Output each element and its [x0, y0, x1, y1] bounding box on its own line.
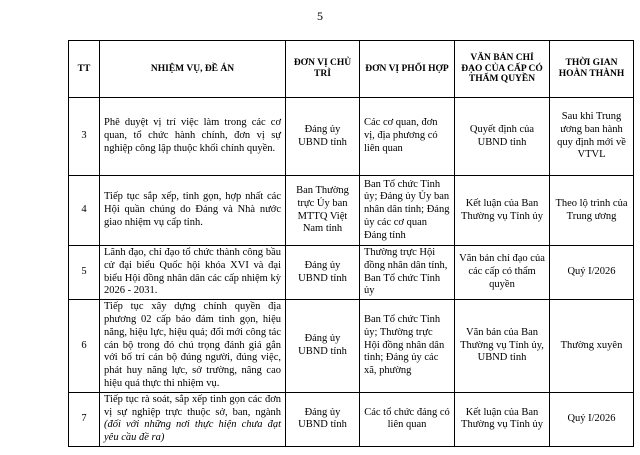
lead-unit-cell: Đảng ủy UBND tỉnh	[286, 246, 360, 300]
header-row	[69, 41, 634, 98]
row-number: 6	[69, 300, 100, 393]
deadline-cell: Sau khi Trung ương ban hành quy định mới về VTVL	[550, 98, 634, 176]
header-task: NHIỆM VỤ, ĐỀ ÁN	[100, 41, 286, 98]
table-row	[69, 176, 634, 246]
task-cell: Tiếp tục xây dựng chính quyền địa phương 02 cấp bảo đảm tinh gọn, hiệu năng, hiệu lực, hiệu quả; đổi mới công tác cán bộ trong đó chú trọng đánh giá gắn với bố trí cán bộ đúng người, đúng việc, phát huy năng lực, sở trường, nâng cao hiệu quả thực thi nhiệm vụ.	[100, 300, 286, 393]
header-coordinating-unit: ĐƠN VỊ PHỐI HỢP	[360, 41, 455, 98]
lead-unit-cell: Đảng ủy UBND tỉnh	[286, 300, 360, 393]
coordinating-unit-cell: Thường trực Hội đồng nhân dân tỉnh, Ban Tổ chức Tỉnh ủy	[360, 246, 455, 300]
table-row	[69, 392, 634, 446]
header-deadline: THỜI GIAN HOÀN THÀNH	[550, 41, 634, 98]
deadline-cell: Theo lộ trình của Trung ương	[550, 176, 634, 246]
task-cell: Lãnh đạo, chỉ đạo tổ chức thành công bầu cử đại biểu Quốc hội khóa XVI và đại biểu Hội đồng nhân dân các cấp nhiệm kỳ 2026 - 2031.	[100, 246, 286, 300]
task-cell	[100, 392, 286, 446]
coordinating-unit-cell: Các cơ quan, đơn vị, địa phương có liên quan	[360, 98, 455, 176]
header-lead-unit: ĐƠN VỊ CHỦ TRÌ	[286, 41, 360, 98]
coordinating-unit-cell: Các tổ chức đảng có liên quan	[360, 392, 455, 446]
directive-cell: Văn bản của Ban Thường vụ Tỉnh ủy, UBND tỉnh	[455, 300, 550, 393]
row-number: 5	[69, 246, 100, 300]
deadline-cell: Quý I/2026	[550, 246, 634, 300]
directive-cell: Quyết định của UBND tỉnh	[455, 98, 550, 176]
deadline-cell: Thường xuyên	[550, 300, 634, 393]
table-row	[69, 246, 634, 300]
directive-cell: Văn bản chỉ đạo của các cấp có thẩm quyền	[455, 246, 550, 300]
task-cell: Phê duyệt vị trí việc làm trong các cơ quan, tổ chức hành chính, đơn vị sự nghiệp công lập thuộc khối chính quyền.	[100, 98, 286, 176]
page-number: 5	[317, 9, 323, 23]
lead-unit-cell: Ban Thường trực Ủy ban MTTQ Việt Nam tỉnh	[286, 176, 360, 246]
coordinating-unit-cell: Ban Tổ chức Tỉnh ủy; Đảng ủy Ủy ban nhân dân tỉnh; Đảng ủy các cơ quan Đảng tỉnh	[360, 176, 455, 246]
task-text: Tiếp tục rà soát, sắp xếp tinh gọn các đơn vị sự nghiệp trực thuộc sở, ban, ngành	[104, 393, 281, 418]
directive-cell: Kết luận của Ban Thường vụ Tỉnh ủy	[455, 392, 550, 446]
header-directive-document: VĂN BẢN CHỈ ĐẠO CỦA CẤP CÓ THẨM QUYỀN	[455, 41, 550, 98]
table-row	[69, 98, 634, 176]
directive-cell: Kết luận của Ban Thường vụ Tỉnh ủy	[455, 176, 550, 246]
task-table	[68, 40, 634, 447]
table-row	[69, 300, 634, 393]
deadline-cell: Quý I/2026	[550, 392, 634, 446]
lead-unit-cell: Đảng ủy UBND tỉnh	[286, 392, 360, 446]
task-note: (đối với những nơi thực hiện chưa đạt yêu cầu đề ra)	[104, 419, 281, 444]
header-tt: TT	[69, 41, 100, 98]
row-number: 4	[69, 176, 100, 246]
row-number: 7	[69, 392, 100, 446]
task-cell: Tiếp tục sắp xếp, tinh gọn, hợp nhất các Hội quần chúng do Đảng và Nhà nước giao nhiệm vụ cấp tỉnh.	[100, 176, 286, 246]
row-number: 3	[69, 98, 100, 176]
lead-unit-cell: Đảng ủy UBND tỉnh	[286, 98, 360, 176]
coordinating-unit-cell: Ban Tổ chức Tỉnh ủy; Thường trực Hội đồng nhân dân tỉnh; Đảng ủy các xã, phường	[360, 300, 455, 393]
